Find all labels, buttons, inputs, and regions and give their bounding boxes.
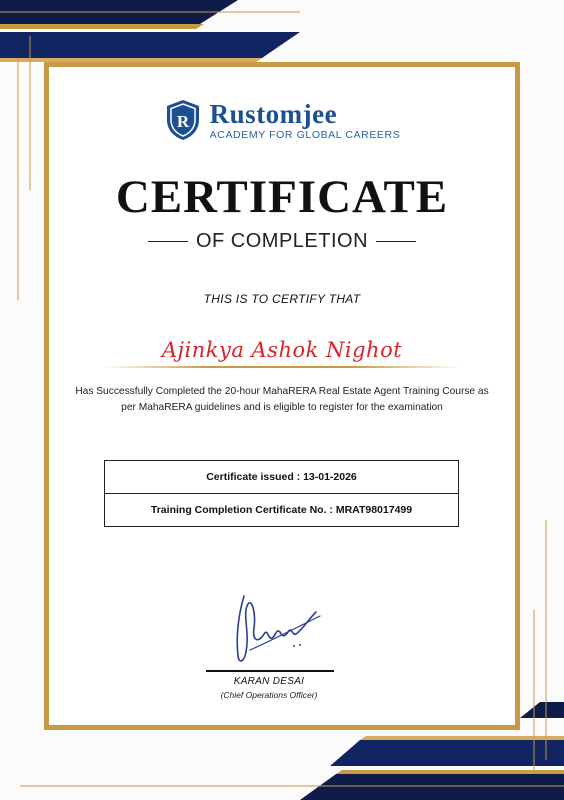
certify-text: THIS IS TO CERTIFY THAT (203, 292, 361, 306)
subtitle-row (54, 230, 510, 253)
recipient-name: Ajinkya Ashok Nighot (161, 338, 403, 362)
brand-tagline: ACADEMY FOR GLOBAL CAREERS (209, 129, 401, 141)
brand-name: Rustomjee (209, 99, 338, 129)
subtitle-rule-right (376, 241, 416, 243)
academy-logo (54, 98, 510, 142)
issue-date-row: Certificate issued : 13-01-2026 (206, 471, 357, 483)
name-underline (102, 366, 462, 368)
signatory-name: KARAN DESAI (233, 676, 305, 687)
signatory-role: (Chief Operations Officer) (220, 690, 318, 700)
certificate-subtitle: OF COMPLETION (195, 230, 369, 252)
subtitle-rule-left (148, 241, 188, 243)
certificate-title: CERTIFICATE (115, 171, 449, 223)
certificate-number-row: Training Completion Certificate No. : MRAT98017499 (105, 493, 458, 526)
completion-statement: Has Successfully Completed the 20-hour MahaRERA Real Estate Agent Training Course as per MahaRERA guidelines and is eligible to register for the examination (75, 386, 489, 413)
shield-icon (164, 98, 202, 142)
signature-line (206, 670, 334, 672)
certificate-details-box (104, 460, 459, 527)
signature-image (224, 586, 334, 672)
certificate-content (54, 72, 510, 720)
svg-text:R: R (176, 112, 189, 131)
